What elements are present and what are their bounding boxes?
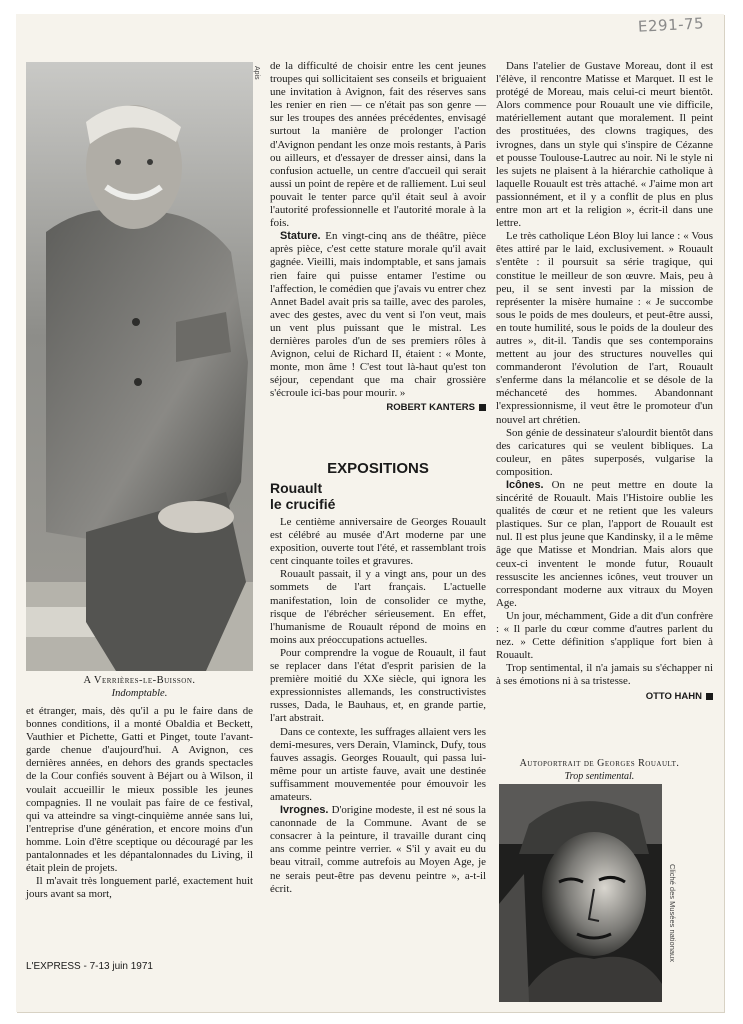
paragraph: Dans ce contexte, les suffrages allaient vers les demi-mesures, vers Derain, Vlaminck, Dufy, tous fauves assagis. Georges Rouault, qui passa lui-même pour un artiste fauve, avait une destinée suffisamment mouvementée pour émouvoir les amateurs. [270,725,486,803]
portrait-photo [26,62,253,671]
self-portrait-image [499,784,662,1002]
photo-credit-1: Apis [253,66,260,80]
paragraph: D'origine modeste, il est né sous la canonnade de la Commune. Avant de se consacrer à la peinture, il travaille durant cinq ans comme peintre verrier. « S'il y avait eu du beau vitrail, comme autrefois au Moyen Age, je ne serais peut-être pas devenu peintre », a-t-il écrit. [270,804,486,895]
paragraph: de la difficulté de choisir entre les cent jeunes troupes qui sollicitaient ses conseils et briguaient une invitation à Avignon, fait des réserves sans les renier en rien — ce n'était pas son genre — sur les troupes des années précédentes, envisagé surtout la manière de prolonger l'action d'Avignon pendant les onze mois restants, à Paris ou ailleurs, et d'essayer de dresser ainsi, dans la confusion actuelle, un centre d'accueil qui serait aussi un point de repère et de ralliement. Lui seul pouvait le tenter parce qu'il était seul à avoir l'autorité professionnelle et l'autorité morale à la fois. [270,60,486,230]
paragraph: Rouault passait, il y a vingt ans, pour un des sommets de l'art français. L'actuelle manifestation, loin de consolider ce mythe, risque de l'ébrécher sérieusement. En effet, l'humanisme de Rouault répond de moins en moins aux préoccupations actuelles. [270,568,486,646]
paragraph: Pour comprendre la vogue de Rouault, il faut se replacer dans l'état d'esprit parisien de la première moitié du XXe siècle, qui ignora les expressionnistes allemands, les constructivistes russes, Dada, le Bauhaus, et, en grande partie, l'art abstrait. [270,646,486,725]
caption-title: Autoportrait de Georges Rouault. [519,758,680,769]
paragraph: Son génie de dessinateur s'alourdit bientôt dans des caricatures qui se veulent bibliques. La couleur, en pâtes superposés, vulgarise la composition. [496,426,713,478]
paragraph: Le très catholique Léon Bloy lui lance : « Vous êtes attiré par le laid, exclusivement. » Rouault s'entête : il poursuit sa série tragique, qui constitue le meilleur de son œuvre. Mais, peu à peu, il se sent investi par la mission de représenter la misère humaine : « Je succombe sous le poids de mes douleurs, et peut-être aussi, en toute humilité, sous le poids de la douleur des autres », dit-il. Tandis que ses contemporains mettent au jour des structures nouvelles qui commanderont l'évolution de l'art, Rouault s'enferme dans la mélancolie et se désole de la méchanceté des hommes. Abandonnant l'expressionnisme, il veut être le promoteur d'un nouvel art chrétien. [496,230,713,426]
subheading: Stature. [280,230,321,243]
photo-credit-2: Cliché des Musées nationaux [668,864,677,962]
signature: OTTO HAHN [496,690,713,703]
caption-comment: Indomptable. [111,688,168,699]
column-1-text [26,705,253,901]
subheading: Icônes. [506,479,544,491]
photo-caption-2 [486,757,713,783]
paragraph: On ne peut mettre en doute la sincérité de Rouault. Mais l'Histoire oublie les qualités de cœur et ne retient que les valeurs plastiques. Sur ce plan, l'apport de Rouault est nul. Il est plus jeune que Kandinsky, il a le même âge que Matisse et Mondrian. Mais alors que ceux-ci inventent le monde futur, Rouault ressuscite les anciennes icônes, veut trouver un correspondant moderne aux vitraux du Moyen Age. [496,479,713,609]
headline-line-1: Rouault [270,480,323,496]
subheading: Ivrognes. [280,804,329,817]
paragraph: Un jour, méchamment, Gide a dit d'un confrère : « Il parle du cœur comme d'autres parlent du nez. » Cette définition s'applique fort bien à Rouault. [496,609,713,662]
paragraph: et étranger, mais, dès qu'il a pu le faire dans de bonnes conditions, il a monté Obaldia et Beckett, Vauthier et Pichette, Gatti et Pinget, toute l'avant-garde chenue d'aujourd'hui. A Avignon, ces dernières années, en dehors des grands spectacles de la Cour confiés souvent à Béjart ou à Wilson, il voulait accueillir le mieux possible les jeunes compagnies. Il ne voulait pas faire de ce festival, qui va atteindre sa vingt-cinquième année sans lui, l'entreprise d'une génération, et encore moins d'un homme. Loin d'être sceptique ou découragé par les pantalonnades et les dépantalonnades du Living, il était plein de projets. [26,705,253,875]
paragraph: Le centième anniversaire de Georges Rouault est célébré au musée d'Art moderne par une exposition, ouverte tout l'été, et rassemblant trois cent cinquante toiles et gravures. [270,516,486,568]
caption-comment: Trop sentimental. [564,771,635,782]
section-title: EXPOSITIONS [327,460,429,477]
paragraph: En vingt-cinq ans de théâtre, pièce après pièce, c'est cette stature morale qu'il avait gagnée. Vieilli, mais indomptable, et sans jamais rien faire qui puisse entamer l'estime ou l'affection, le comédien que j'avais vu entrer chez Annet Badel avait pris sa taille, avec des paroles, avec des gestes, avec du vent si l'on veut, mais un vent plus puissant que le mistral. Les dernières paroles d'un de ses premiers rôles à Avignon, celui de Richard II, étaient : « Monte, monte, mon âme ! C'est tout là-haut qu'est ton séjour, cependant que ma chair grossière s'écroule ici-bas pour mourir. » [270,230,486,400]
paragraph: Il m'avait très longuement parlé, exactement huit jours avant sa mort, [26,875,253,901]
photo-caption-1 [26,674,253,700]
column-2-top-text [270,60,486,415]
paragraph: Dans l'atelier de Gustave Moreau, dont il est l'élève, il rencontre Matisse et Marquet. Il est le protégé de Moreau, mais celui-ci meurt bientôt. Alors commence pour Rouault une vie difficile, matériellement autant que moralement. Il peint des prostituées, des clowns tragiques, des ivrognes, dans un style qui s'inspire de Cézanne et pousse Toulouse-Lautrec au noir. Ni le style ni les sujets ne plaisent à la hiérarchie catholique à laquelle Rouault est très attaché. « J'aime mon art passionnément, et il y a conflit de plus en plus entre mon art et la religion », écrit-il dans une lettre. [496,60,713,230]
archive-stamp: E291-75 [637,14,705,36]
self-portrait-photo [499,784,662,1002]
caption-place: A Verrières-le-Buisson. [83,675,196,686]
newspaper-clipping [16,14,724,1012]
headline-line-2: le crucifié [270,496,336,512]
paragraph: Trop sentimental, il n'a jamais su s'échapper ni à ses émotions ni à sa tristesse. [496,662,713,688]
signature: ROBERT KANTERS [270,401,486,414]
headline [270,480,486,512]
column-2-bottom-text [270,516,486,896]
column-3-text [496,60,713,703]
page-footer: L'EXPRESS - 7-13 juin 1971 [26,961,153,972]
portrait-photo-image [26,62,253,671]
